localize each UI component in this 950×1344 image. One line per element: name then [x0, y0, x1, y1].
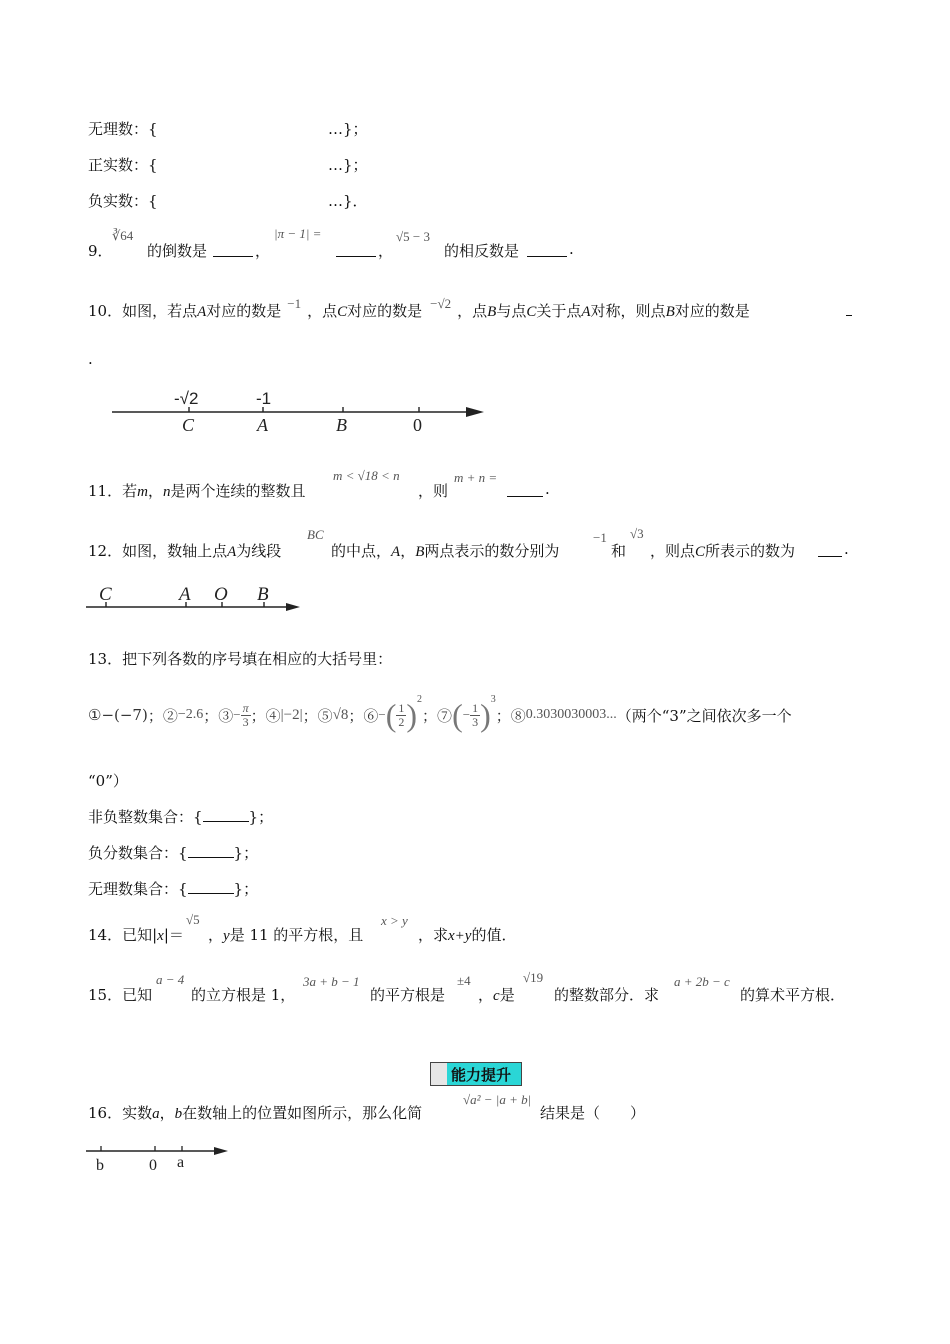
set-end: }； [233, 844, 259, 862]
var-y: y [223, 928, 230, 944]
set-end: }； [233, 880, 259, 898]
item-sep: ；② [147, 706, 178, 725]
q14-text: 14．已知| [88, 926, 158, 944]
axis-arrow [286, 603, 300, 611]
math-pm4: ±4 [457, 973, 471, 988]
item-5: √8 [332, 706, 349, 723]
denominator: 2 [398, 714, 405, 729]
question-15-cont [478, 984, 515, 1005]
set-end: …}； [328, 120, 368, 138]
set-label: 无理数：{ [88, 120, 158, 138]
math-sqrt5: √5 [186, 912, 200, 927]
q11-text: ，则 [418, 482, 449, 500]
question-12 [88, 540, 281, 561]
math-3a-plus-b-minus-1: 3a + b − 1 [303, 974, 360, 989]
q14-text: |＝ [163, 926, 184, 944]
label-A: A [179, 584, 191, 605]
q12-text: ， [400, 542, 416, 560]
q15-text: 的平方根是 [370, 986, 446, 1004]
q12-text: 和 [611, 542, 627, 560]
label-B: B [257, 584, 269, 605]
irrational-set [88, 878, 258, 899]
q12-text: ，则点 [650, 542, 696, 560]
item-sep: ；⑥ [348, 706, 379, 725]
section-title: 能力提升 [451, 1066, 512, 1084]
q12-text: 的中点， [331, 542, 392, 560]
q14-text: 是 11 的平方根，且 [229, 926, 364, 944]
q12-text: 所表示的数为 [705, 542, 796, 560]
number-line-q10 [108, 386, 498, 438]
positive-real-set-line [88, 154, 368, 175]
fraction-1-over-3 [470, 702, 480, 729]
q16-text: ， [159, 1104, 175, 1122]
set-end: …}． [328, 192, 368, 210]
label-neg-sqrt2: -√2 [174, 389, 199, 408]
math-neg-sqrt2: −√2 [430, 296, 452, 311]
fraction-pi-over-3 [241, 702, 251, 729]
var-n: n [162, 484, 171, 500]
q14-text: ， [208, 926, 224, 944]
question-11 [88, 480, 305, 501]
question-14 [88, 924, 184, 945]
axis-arrow [466, 407, 484, 417]
exponent: 2 [417, 693, 423, 705]
label-C: C [182, 415, 195, 435]
set-label: 正实数：{ [88, 156, 158, 174]
question-14-cont [208, 924, 363, 945]
fraction-1-over-2 [396, 702, 406, 729]
minus-sign: − [233, 707, 241, 722]
math-neg1: −1 [287, 296, 302, 311]
q9-period: . [569, 240, 574, 258]
denominator: 3 [242, 714, 249, 729]
var-B: B [487, 304, 497, 320]
minus-sign: − [462, 707, 471, 722]
math-x-gt-y: x > y [381, 913, 408, 928]
q10-period: . [88, 350, 93, 368]
q10-text: 对应的数是 [347, 302, 423, 320]
var-A: A [391, 544, 401, 560]
q11-period: . [545, 480, 550, 498]
answer-blank[interactable] [846, 315, 852, 316]
paren-left: ( [452, 696, 463, 733]
set-label: 负分数集合：{ [88, 844, 188, 862]
label-B: B [336, 415, 347, 435]
question-16 [88, 1102, 422, 1123]
q15-text: 是 [499, 986, 515, 1004]
item-2: −2.6 [177, 707, 204, 722]
math-sqrt5-minus-3: √5 − 3 [396, 229, 430, 244]
answer-blank[interactable] [203, 809, 249, 822]
answer-blank[interactable] [527, 256, 567, 257]
var-C: C [526, 304, 537, 320]
math-abs-pi-minus-1: |π − 1| = [274, 226, 322, 241]
q10-text: 10．如图，若点 [88, 302, 198, 320]
set-label: 无理数集合：{ [88, 880, 188, 898]
negative-real-set-line [88, 190, 368, 211]
q15-text: 的整数部分．求 [554, 986, 660, 1004]
q11-text: 是两个连续的整数且 [170, 482, 306, 500]
q13-note: （两个“3”之间依次多一个 [616, 706, 792, 725]
item-8: 0.3030030003... [525, 707, 617, 722]
label-O: O [214, 584, 228, 605]
set-label: 非负整数集合：{ [88, 808, 203, 826]
math-sqrt3: √3 [630, 526, 644, 541]
numerator: 1 [398, 700, 405, 715]
item-sep: ；⑧ [495, 706, 526, 725]
q10-text: 关于点 [536, 302, 582, 320]
math-m-plus-n: m + n = [454, 470, 498, 485]
paren-right: ) [480, 696, 491, 733]
q15-text: ， [478, 986, 494, 1004]
q16-text: 在数轴上的位置如图所示，那么化简 [182, 1104, 423, 1122]
label-neg1: -1 [256, 389, 272, 408]
item-1: ①−(−7) [88, 706, 148, 724]
var-x-plus-y: x+y [448, 928, 472, 944]
irrational-set-line [88, 118, 368, 139]
q15-text: 的算术平方根． [740, 986, 846, 1004]
var-c: c [493, 988, 500, 1004]
q12-text: 两点表示的数分别为 [424, 542, 560, 560]
label-C: C [99, 584, 112, 605]
question-14-end [418, 924, 516, 945]
answer-blank[interactable] [818, 556, 842, 557]
q9-comma: ， [378, 242, 394, 260]
var-b: b [174, 1106, 183, 1122]
q9-text: 的倒数是 [147, 242, 208, 260]
math-a-minus-4: a − 4 [156, 972, 185, 987]
question-13-title: 13．把下列各数的序号填在相应的大括号里： [88, 650, 393, 668]
exponent: 3 [490, 693, 496, 705]
numerator: 1 [472, 700, 479, 715]
q10-text: 对应的数是 [206, 302, 282, 320]
math-a-plus-2b-minus-c: a + 2b − c [674, 974, 730, 989]
item-4: |−2| [280, 706, 303, 723]
numerator: π [242, 700, 249, 715]
q10-text: ，点 [457, 302, 488, 320]
q12-text: 12．如图，数轴上点 [88, 542, 228, 560]
q9-comma: ， [255, 242, 271, 260]
set-label: 负实数：{ [88, 192, 158, 210]
number-line-q16 [84, 1140, 234, 1176]
label-b: b [96, 1157, 104, 1174]
minus-sign: − [378, 707, 386, 722]
label-0: 0 [149, 1157, 157, 1174]
item-sep: ；⑦ [422, 706, 453, 725]
q14-text: ，求 [418, 926, 449, 944]
question-12-cont [331, 540, 559, 561]
negative-fraction-set [88, 842, 258, 863]
math-cuberoot-64: ∛64 [112, 228, 134, 243]
number-line-q12 [84, 582, 306, 616]
math-sqrt19: √19 [523, 970, 544, 985]
var-C: C [695, 544, 706, 560]
var-B: B [415, 544, 425, 560]
label-0: 0 [413, 415, 422, 435]
answer-blank[interactable] [507, 496, 543, 497]
math-sqrt-a2-minus-abs: √a² − |a + b| [463, 1092, 532, 1107]
q15-text: 的立方根是 1， [191, 986, 296, 1004]
label-a: a [177, 1154, 185, 1171]
q16-text: 结果是（ ） [540, 1104, 646, 1122]
math-BC: BC [307, 527, 324, 542]
q10-text: 对称，则点 [590, 302, 666, 320]
var-A: A [581, 304, 591, 320]
q9-text: 的相反数是 [444, 242, 520, 260]
q10-text: 与点 [496, 302, 527, 320]
question-number: 9． [88, 242, 113, 260]
item-sep: ；④ [250, 706, 281, 725]
q10-text: 对应的数是 [674, 302, 750, 320]
q14-text: 的值． [471, 926, 517, 944]
q15-text: 15．已知 [88, 986, 153, 1004]
paren-right: ) [406, 696, 418, 733]
question-12-end [650, 540, 795, 561]
answer-blank[interactable] [188, 845, 234, 858]
answer-blank[interactable] [188, 881, 234, 894]
set-end: }； [248, 808, 274, 826]
q10-text: ，点 [307, 302, 338, 320]
var-A: A [197, 304, 207, 320]
q11-text: ， [147, 482, 163, 500]
q16-text: 16．实数 [88, 1104, 153, 1122]
answer-blank[interactable] [336, 256, 376, 257]
math-inequality: m < √18 < n [333, 468, 400, 483]
paren-left: ( [385, 696, 397, 733]
question-9 [88, 240, 113, 261]
question-10 [88, 296, 750, 321]
label-A: A [257, 415, 268, 435]
q12-period: . [844, 540, 849, 558]
var-A: A [227, 544, 237, 560]
var-a: a [152, 1106, 160, 1122]
set-end: …}； [328, 156, 368, 174]
answer-blank[interactable] [213, 256, 253, 257]
section-header [430, 1062, 522, 1086]
q12-text: 为线段 [236, 542, 282, 560]
denominator: 3 [472, 714, 479, 729]
var-m: m [137, 484, 148, 500]
q13-note-cont: “0”） [88, 772, 128, 790]
var-C: C [337, 304, 348, 320]
q13-items-row [88, 690, 792, 740]
var-x: x [157, 928, 164, 944]
item-sep: ；⑤ [302, 706, 333, 725]
q11-text: 11．若 [88, 482, 138, 500]
item-sep: ；③ [203, 706, 234, 725]
math-neg1: −1 [593, 530, 607, 545]
axis-arrow [214, 1147, 228, 1155]
var-B: B [665, 304, 675, 320]
nonneg-integer-set [88, 806, 273, 827]
